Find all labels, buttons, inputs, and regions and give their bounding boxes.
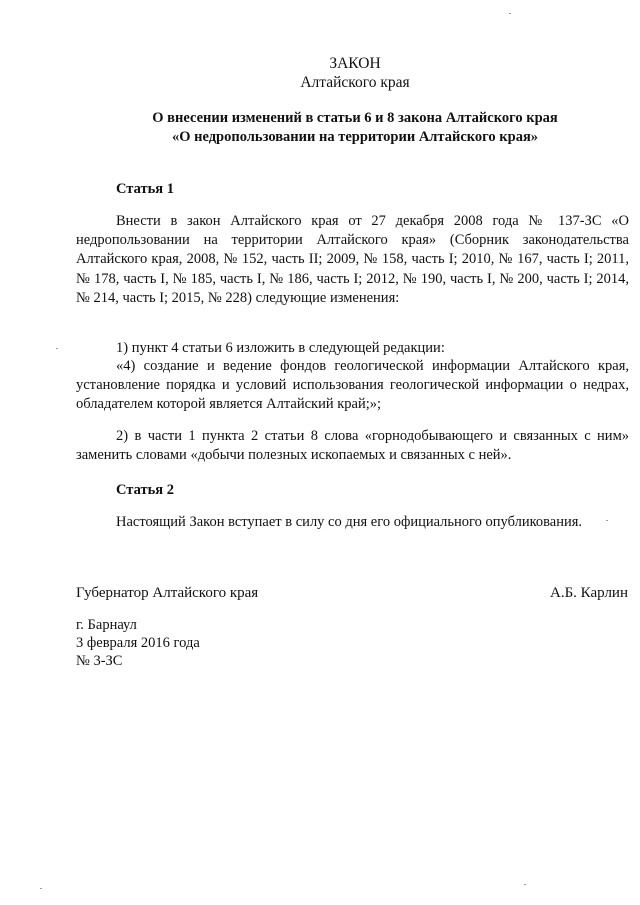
article-1-item-1-text bbox=[76, 357, 629, 415]
article-1-item-1-body: «4) создание и ведение фондов геологической информации Алтайского края, установление порядка и условий использования геологической информации о недрах, обладателем которой является Алтайский край;»; bbox=[76, 358, 629, 413]
article-1-item-2 bbox=[76, 427, 629, 465]
signature-name: А.Б. Карлин bbox=[549, 585, 628, 601]
article-1-item-1: 1) пункт 4 статьи 6 изложить в следующей редакции: bbox=[116, 340, 445, 356]
scan-speck bbox=[56, 348, 58, 349]
scan-speck bbox=[524, 884, 526, 885]
footer-date: 3 февраля 2016 года bbox=[76, 635, 200, 651]
scan-speck bbox=[606, 520, 608, 521]
law-title: ЗАКОН bbox=[329, 55, 381, 72]
law-subject-line-2: «О недропользовании на территории Алтайского края» bbox=[171, 129, 539, 145]
footer-number: № 3-ЗС bbox=[76, 653, 123, 669]
article-1-heading: Статья 1 bbox=[116, 181, 174, 197]
article-2-text: Настоящий Закон вступает в силу со дня его официального опубликования. bbox=[116, 514, 583, 530]
scan-speck bbox=[40, 888, 42, 889]
signature-position: Губернатор Алтайского края bbox=[76, 585, 259, 601]
footer-city: г. Барнаул bbox=[76, 617, 137, 633]
scan-speck bbox=[509, 13, 511, 14]
law-subject-line-1: О внесении изменений в статьи 6 и 8 закона Алтайского края bbox=[152, 110, 558, 126]
article-2-heading: Статья 2 bbox=[116, 482, 174, 498]
article-1-intro bbox=[76, 212, 629, 308]
article-1-intro-text: Внести в закон Алтайского края от 27 декабря 2008 года № 137-ЗС «О недропользовании на территории Алтайского края» (Сборник законодательства Алтайского края, 2008, № 152, часть II; 2009, № 158, часть I; 2010, № 167, часть I; 2011, № 178, часть I, № 185, часть I, № 186, часть I; 2012, № 190, часть I, № 200, часть I; 2014, № 214, часть I; 2015, № 228) следующие изменения: bbox=[76, 213, 629, 306]
law-region: Алтайского края bbox=[300, 74, 410, 91]
article-1-item-2-body: 2) в части 1 пункта 2 статьи 8 слова «горнодобывающего и связанных с ним» заменить словами «добычи полезных ископаемых и связанных с ней». bbox=[76, 428, 629, 464]
